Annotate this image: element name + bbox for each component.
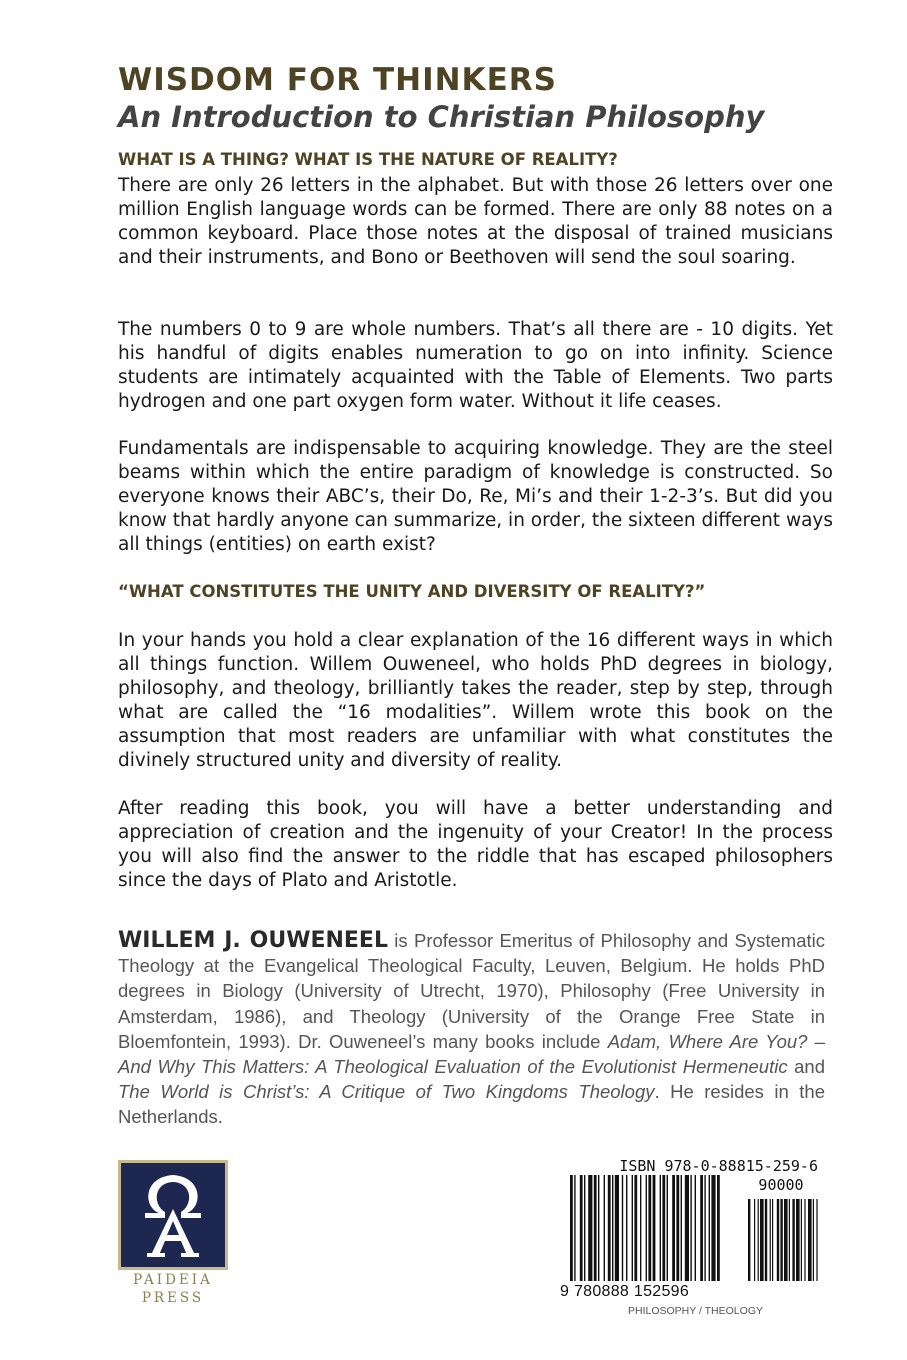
barcode-bar — [580, 1175, 583, 1281]
barcode-bar — [662, 1175, 665, 1281]
barcode-bar — [685, 1175, 689, 1281]
book-title: WISDOM FOR THINKERS — [118, 62, 557, 98]
barcode-bar — [813, 1199, 814, 1281]
barcode-bar — [604, 1175, 605, 1281]
section-heading-nature-of-reality: WHAT IS A THING? WHAT IS THE NATURE OF REALITY? — [118, 150, 618, 169]
barcode-bar — [588, 1175, 592, 1281]
paragraph-numbers-and-elements: The numbers 0 to 9 are whole numbers. That’s all there are - 10 digits. Yet his handful of digits enables numeration to go on into infinity. Science students are intimately acquainted with the Table of Elements. Two parts hydrogen and one part oxygen form water. Without it life ceases. — [118, 319, 833, 412]
barcode-bar — [695, 1175, 696, 1281]
barcode-bar — [690, 1175, 691, 1281]
barcode-bar — [801, 1199, 802, 1281]
barcode-bar — [612, 1175, 613, 1281]
barcode-bar — [640, 1175, 641, 1281]
publisher-name-line1: PAIDEIA — [133, 1272, 213, 1288]
barcode-bar — [653, 1175, 656, 1281]
barcode-bar — [784, 1199, 788, 1281]
book-category: PHILOSOPHY / THEOLOGY — [628, 1305, 763, 1317]
bio-text-3: . He resides in the Netherlands. — [118, 1081, 825, 1128]
barcode-bar — [626, 1175, 627, 1281]
bio-text-1: is Professor Emeritus of Philosophy and Systematic Theology at the Evangelical Theological Faculty, Leuven, Belgium. He holds PhD degrees in Biology (University of Utrecht, 1970), Philosophy (Free University in Amsterdam, 1986), and Theology (University of the Orange Free State in Bloemfontein, 1993). Dr. Ouweneel’s many books include — [118, 930, 825, 1052]
barcode-bar — [777, 1199, 779, 1281]
barcode-bar — [770, 1199, 771, 1281]
paragraph-fundamentals: Fundamentals are indispensable to acquiring knowledge. They are the steel beams within which the entire paradigm of knowledge is constructed. So everyone knows their ABC’s, their Do, Re, Mi’s and their 1-2-3’s. But did you know that hardly anyone can summarize, in order, the sixteen different ways all things (entities) on earth exist? — [118, 438, 833, 555]
barcode-bar — [648, 1175, 651, 1281]
isbn-digits: 9 780888 152596 — [560, 1283, 690, 1300]
barcode-bar — [634, 1175, 637, 1281]
barcode-bar — [758, 1199, 759, 1281]
barcode-bar — [646, 1175, 647, 1281]
bio-text-2: and — [787, 1056, 825, 1078]
barcode-bar — [717, 1175, 720, 1281]
barcode-bar — [796, 1199, 800, 1281]
barcode-bar — [632, 1175, 633, 1281]
barcode-bar — [789, 1199, 790, 1281]
author-name: WILLEM J. OUWENEEL — [118, 928, 388, 953]
barcode-bar — [622, 1175, 623, 1281]
bio-book-title-1: Adam, Where Are You? – And Why This Matters: A Theological Evaluation of the Evolutionist Hermeneutic — [118, 1030, 825, 1078]
paragraph-after-reading: After reading this book, you will have a better understanding and appreciation of creation and the ingenuity of your Creator! In the process you will also find the answer to the riddle that has escaped philosophers since the days of Plato and Aristotle. — [118, 798, 833, 891]
price-code: 90000 — [742, 1175, 820, 1195]
bio-book-title-2: The World is Christ’s: A Critique of Two Kingdoms Theology — [118, 1081, 655, 1103]
barcode-bar — [760, 1199, 764, 1281]
author-bio — [118, 928, 825, 1130]
paragraph-letters-and-notes: There are only 26 letters in the alphabet. But with those 26 letters over one million English language words can be formed. There are only 88 notes on a common keyboard. Place those notes at the disposal of trained musicians and their instruments, and Bono or Beethoven will send the soul soaring. — [118, 175, 833, 268]
barcode-bar — [574, 1175, 575, 1281]
publisher-name-line2: PRESS — [141, 1290, 205, 1306]
barcode-bar — [594, 1175, 597, 1281]
barcode-bar — [598, 1175, 599, 1281]
barcode-bar — [584, 1175, 585, 1281]
publisher-logo — [118, 1160, 228, 1270]
alpha-omega-icon — [121, 1163, 225, 1267]
barcode-bar — [792, 1199, 794, 1281]
barcode-bar — [672, 1175, 675, 1281]
section-heading-unity-diversity: “WHAT CONSTITUTES THE UNITY AND DIVERSITY OF REALITY?” — [118, 582, 706, 601]
barcode-bar — [808, 1199, 812, 1281]
barcode-bar — [615, 1175, 619, 1281]
barcode-bar — [754, 1199, 755, 1281]
barcode-bar — [765, 1199, 767, 1281]
barcode-bar — [772, 1199, 773, 1281]
book-subtitle: An Introduction to Christian Philosophy — [118, 100, 765, 134]
barcode-bar — [709, 1175, 710, 1281]
barcode-bar — [667, 1175, 668, 1281]
barcode-bar — [780, 1199, 782, 1281]
barcode-bar — [704, 1175, 705, 1281]
barcode-bar — [804, 1199, 805, 1281]
barcode-bar — [570, 1175, 573, 1281]
barcode-bar — [816, 1199, 817, 1281]
barcode-bar — [711, 1175, 715, 1281]
barcode-bar — [681, 1175, 682, 1281]
barcode-bar — [676, 1175, 679, 1281]
barcode-bar — [608, 1175, 611, 1281]
barcode-bar — [748, 1199, 750, 1281]
barcode-bar — [700, 1175, 703, 1281]
barcode-bar — [660, 1175, 661, 1281]
isbn-label: ISBN 978-0-88815-259-6 — [619, 1157, 818, 1175]
paragraph-sixteen-modalities: In your hands you hold a clear explanation of the 16 different ways in which all things function. Willem Ouweneel, who holds PhD degrees in biology, philosophy, and theology, brilliantly takes the reader, step by step, through what are called the “16 modalities”. Willem wrote this book on the assumption that most readers are unfamiliar with what constitutes the divinely structured unity and diversity of reality. — [118, 630, 833, 771]
